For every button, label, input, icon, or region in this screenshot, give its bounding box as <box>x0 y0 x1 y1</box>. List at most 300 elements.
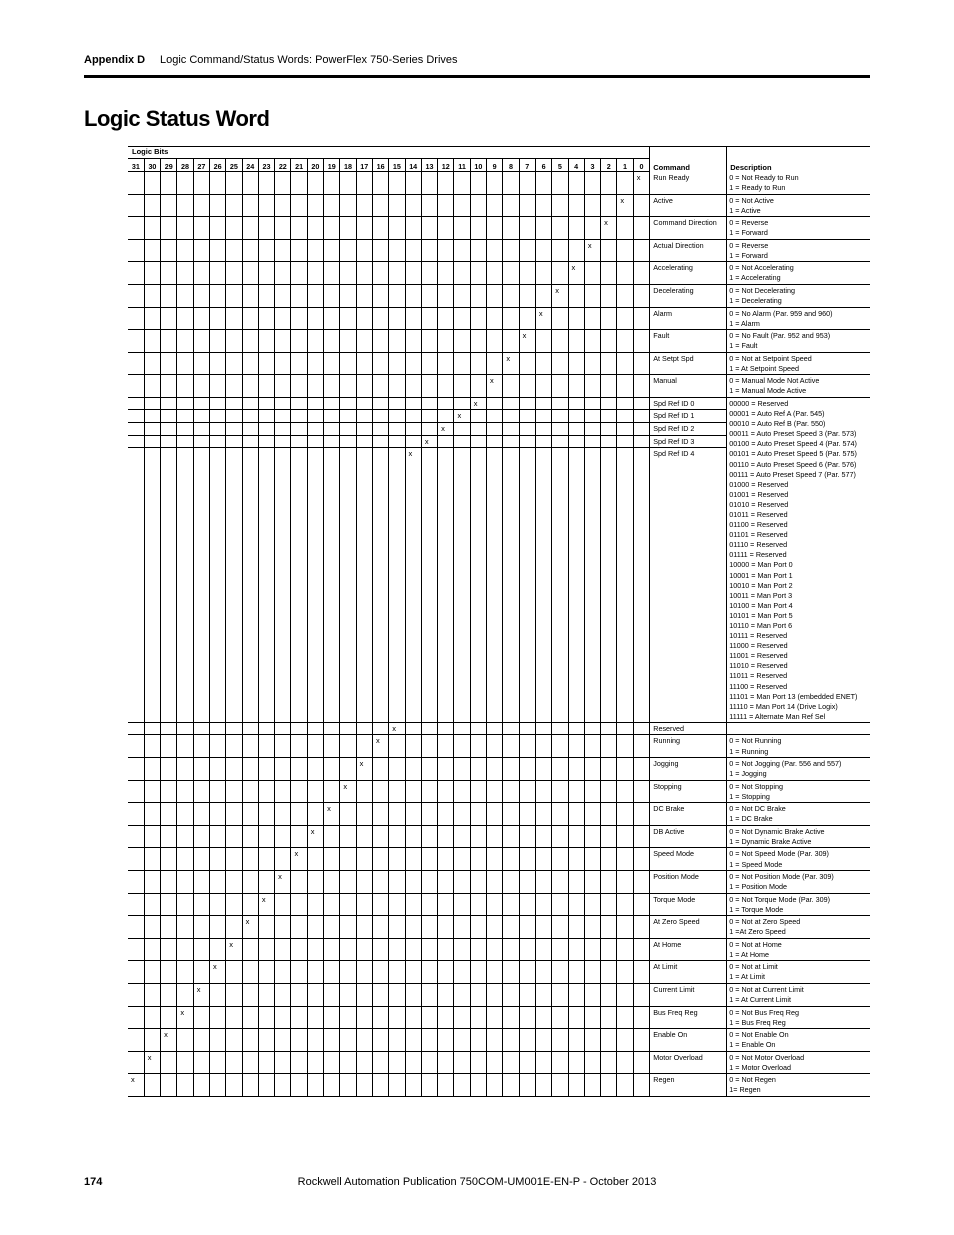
bit-cell <box>421 330 437 353</box>
bit-mark: x <box>324 803 340 826</box>
bit-cell <box>584 375 600 398</box>
command-cell: Fault <box>650 330 727 353</box>
description-cell <box>727 1051 870 1074</box>
bit-cell <box>242 1074 258 1097</box>
bit-cell <box>617 758 633 781</box>
description-line: 00101 = Auto Preset Speed 5 (Par. 575) <box>729 449 857 459</box>
bit-cell <box>535 239 551 262</box>
bit-cell <box>584 1051 600 1074</box>
bit-cell <box>258 916 274 939</box>
bit-cell <box>291 780 307 803</box>
description-line: 10110 = Man Port 6 <box>729 621 793 630</box>
bit-cell <box>568 893 584 916</box>
bit-cell <box>487 410 503 423</box>
bit-cell <box>275 397 291 410</box>
header-title: Logic Command/Status Words: PowerFlex 750-Series Drives <box>160 54 458 66</box>
bit-cell <box>568 803 584 826</box>
bit-cell <box>601 983 617 1006</box>
bit-cell <box>568 397 584 410</box>
bit-cell <box>421 262 437 285</box>
description-line: 1 = Dynamic Brake Active <box>729 836 812 846</box>
bit-cell <box>584 916 600 939</box>
bit-cell <box>291 410 307 423</box>
bit-header-15: 15 <box>389 159 405 172</box>
bit-cell <box>503 893 519 916</box>
bit-cell <box>503 423 519 436</box>
bit-cell <box>633 825 650 848</box>
bit-cell <box>389 330 405 353</box>
bit-cell <box>177 803 193 826</box>
bit-cell <box>161 1051 177 1074</box>
description-line: 10100 = Man Port 4 <box>729 600 793 610</box>
bit-cell <box>470 1051 486 1074</box>
description-line: 01010 = Reserved <box>729 499 789 509</box>
bit-cell <box>209 722 225 735</box>
bit-header-22: 22 <box>275 159 291 172</box>
description-line: 0 = Not Ready to Run <box>729 172 799 182</box>
bit-cell <box>144 1029 160 1052</box>
bit-cell <box>161 871 177 894</box>
bit-cell <box>568 916 584 939</box>
bit-cell <box>454 307 470 330</box>
bit-cell <box>438 722 454 735</box>
bit-cell <box>633 284 650 307</box>
bit-cell <box>454 916 470 939</box>
bit-cell <box>405 825 421 848</box>
description-line: 1 = Motor Overload <box>729 1062 791 1072</box>
bit-cell <box>568 172 584 195</box>
bit-cell <box>552 262 568 285</box>
bit-cell <box>601 375 617 398</box>
table-row <box>128 758 870 781</box>
description-line: 01000 = Reserved <box>729 479 789 489</box>
bit-cell <box>535 194 551 217</box>
bit-cell <box>568 330 584 353</box>
bit-cell <box>568 758 584 781</box>
bit-cell <box>275 983 291 1006</box>
table-row <box>128 1029 870 1052</box>
bit-cell <box>340 410 356 423</box>
bit-cell <box>519 780 535 803</box>
bit-cell <box>144 1074 160 1097</box>
bit-cell <box>307 893 323 916</box>
bit-cell <box>144 435 160 448</box>
bit-cell <box>470 330 486 353</box>
bit-cell <box>258 1074 274 1097</box>
bit-cell <box>519 871 535 894</box>
bit-header-21: 21 <box>291 159 307 172</box>
bit-cell <box>307 780 323 803</box>
bit-cell <box>405 938 421 961</box>
bit-cell <box>421 871 437 894</box>
table-row <box>128 893 870 916</box>
bit-cell <box>356 916 372 939</box>
bit-cell <box>324 983 340 1006</box>
bit-cell <box>258 735 274 758</box>
bit-cell <box>584 735 600 758</box>
bit-cell <box>568 448 584 723</box>
table-row <box>128 848 870 871</box>
bit-cell <box>389 961 405 984</box>
bit-cell <box>226 1006 242 1029</box>
bit-cell <box>356 825 372 848</box>
bit-cell <box>193 848 209 871</box>
bit-cell <box>503 825 519 848</box>
bit-cell <box>633 1074 650 1097</box>
bit-cell <box>258 758 274 781</box>
bit-cell <box>503 448 519 723</box>
bit-cell <box>487 722 503 735</box>
bit-cell <box>242 1029 258 1052</box>
bit-cell <box>356 375 372 398</box>
bit-cell <box>535 916 551 939</box>
bit-cell <box>470 284 486 307</box>
bit-cell <box>519 803 535 826</box>
bit-mark: x <box>470 397 486 410</box>
bit-cell <box>617 307 633 330</box>
description-line: 00000 = Reserved <box>729 398 789 408</box>
command-cell: Reserved <box>650 722 727 735</box>
bit-header-14: 14 <box>405 159 421 172</box>
bit-cell <box>226 916 242 939</box>
bit-cell <box>519 1006 535 1029</box>
bit-cell <box>617 397 633 410</box>
page-number: 174 <box>84 1176 103 1188</box>
bit-cell <box>161 893 177 916</box>
bit-cell <box>291 803 307 826</box>
bit-mark: x <box>535 307 551 330</box>
description-line: 1 = Bus Freq Reg <box>729 1017 786 1027</box>
bit-cell <box>617 938 633 961</box>
bit-cell <box>601 423 617 436</box>
description-line: 10000 = Man Port 0 <box>729 560 793 570</box>
bit-cell <box>372 217 388 240</box>
description-line: 0 = Not Bus Freq Reg <box>729 1007 799 1017</box>
bit-cell <box>177 916 193 939</box>
bit-cell <box>438 397 454 410</box>
bit-cell <box>503 1074 519 1097</box>
command-cell: Accelerating <box>650 262 727 285</box>
bit-cell <box>584 448 600 723</box>
bit-cell <box>177 194 193 217</box>
bit-cell <box>454 938 470 961</box>
bit-cell <box>242 825 258 848</box>
description-line: 1 = Forward <box>729 228 768 238</box>
bit-cell <box>258 239 274 262</box>
bit-cell <box>519 722 535 735</box>
bit-mark: x <box>128 1074 144 1097</box>
command-cell: DB Active <box>650 825 727 848</box>
bit-cell <box>275 938 291 961</box>
bit-cell <box>161 1006 177 1029</box>
bit-cell <box>226 375 242 398</box>
description-cell <box>727 871 870 894</box>
bit-cell <box>144 217 160 240</box>
bit-cell <box>226 423 242 436</box>
bit-cell <box>144 284 160 307</box>
bit-cell <box>226 803 242 826</box>
bit-cell <box>291 1006 307 1029</box>
bit-header-5: 5 <box>552 159 568 172</box>
bit-cell <box>324 217 340 240</box>
bit-cell <box>242 758 258 781</box>
bit-cell <box>193 961 209 984</box>
bit-cell <box>519 983 535 1006</box>
bit-cell <box>291 983 307 1006</box>
bit-cell <box>372 722 388 735</box>
bit-cell <box>438 938 454 961</box>
bit-cell <box>291 938 307 961</box>
bit-cell <box>372 172 388 195</box>
bit-cell <box>470 825 486 848</box>
bit-cell <box>161 423 177 436</box>
description-line: 01001 = Reserved <box>729 489 789 499</box>
bit-header-2: 2 <box>601 159 617 172</box>
table-row <box>128 1074 870 1097</box>
description-cell <box>727 961 870 984</box>
description-line: 11001 = Reserved <box>729 651 788 661</box>
bit-cell <box>470 961 486 984</box>
bit-cell <box>519 375 535 398</box>
bit-cell <box>454 172 470 195</box>
bit-cell <box>372 1029 388 1052</box>
description-line: 1 = Running <box>729 746 769 756</box>
bit-cell <box>144 172 160 195</box>
bit-cell <box>519 307 535 330</box>
bit-cell <box>438 803 454 826</box>
bit-header-3: 3 <box>584 159 600 172</box>
bit-cell <box>307 1006 323 1029</box>
description-line: 1 = Stopping <box>729 791 770 801</box>
bit-header-0: 0 <box>633 159 650 172</box>
bit-cell <box>340 1051 356 1074</box>
description-line: 0 = Not Motor Overload <box>729 1052 805 1062</box>
bit-cell <box>226 352 242 375</box>
bit-cell <box>552 961 568 984</box>
bit-mark: x <box>552 284 568 307</box>
table-row <box>128 938 870 961</box>
bit-cell <box>470 435 486 448</box>
bit-cell <box>421 172 437 195</box>
bit-cell <box>372 916 388 939</box>
bit-cell <box>584 307 600 330</box>
bit-cell <box>438 1029 454 1052</box>
bit-cell <box>633 410 650 423</box>
bit-cell <box>340 825 356 848</box>
bit-cell <box>552 194 568 217</box>
command-cell: Spd Ref ID 0 <box>650 397 727 410</box>
command-cell: Running <box>650 735 727 758</box>
bit-cell <box>405 262 421 285</box>
bit-cell <box>487 352 503 375</box>
bit-cell <box>258 848 274 871</box>
bit-cell <box>226 1074 242 1097</box>
bit-cell <box>584 1074 600 1097</box>
bit-cell <box>601 825 617 848</box>
bit-cell <box>601 871 617 894</box>
bit-cell <box>258 262 274 285</box>
bit-cell <box>438 435 454 448</box>
bit-cell <box>161 780 177 803</box>
bit-cell <box>568 871 584 894</box>
bit-cell <box>584 780 600 803</box>
bit-cell <box>487 983 503 1006</box>
bit-cell <box>568 284 584 307</box>
bit-cell <box>438 217 454 240</box>
bit-cell <box>421 780 437 803</box>
bit-cell <box>568 961 584 984</box>
bit-cell <box>291 893 307 916</box>
bit-cell <box>405 1074 421 1097</box>
bit-cell <box>389 410 405 423</box>
bit-cell <box>275 194 291 217</box>
bit-cell <box>438 780 454 803</box>
table-row <box>128 330 870 353</box>
command-cell: Position Mode <box>650 871 727 894</box>
bit-cell <box>372 848 388 871</box>
bit-cell <box>438 284 454 307</box>
description-line: 0 = Not Dynamic Brake Active <box>729 826 825 836</box>
bit-cell <box>242 448 258 723</box>
description-line: 10101 = Man Port 5 <box>729 610 793 620</box>
bit-cell <box>193 262 209 285</box>
bit-cell <box>258 825 274 848</box>
bit-mark: x <box>356 758 372 781</box>
bit-cell <box>454 1074 470 1097</box>
bit-cell <box>258 435 274 448</box>
bit-cell <box>519 848 535 871</box>
bit-cell <box>584 803 600 826</box>
bit-cell <box>324 352 340 375</box>
bit-cell <box>356 352 372 375</box>
bit-cell <box>242 172 258 195</box>
table-row <box>128 961 870 984</box>
bit-cell <box>242 330 258 353</box>
bit-cell <box>421 375 437 398</box>
bit-cell <box>307 758 323 781</box>
bit-cell <box>372 375 388 398</box>
bit-cell <box>568 780 584 803</box>
bit-cell <box>617 172 633 195</box>
command-cell: Run Ready <box>650 172 727 195</box>
bit-header-8: 8 <box>503 159 519 172</box>
bit-cell <box>487 938 503 961</box>
bit-cell <box>601 330 617 353</box>
bit-cell <box>503 410 519 423</box>
bit-cell <box>503 758 519 781</box>
description-line: 11010 = Reserved <box>729 661 788 671</box>
table-row <box>128 780 870 803</box>
bit-cell <box>454 1006 470 1029</box>
bit-cell <box>291 961 307 984</box>
bit-cell <box>144 307 160 330</box>
bit-cell <box>405 307 421 330</box>
bit-cell <box>193 410 209 423</box>
bit-cell <box>535 1006 551 1029</box>
bit-cell <box>552 352 568 375</box>
bit-cell <box>470 1006 486 1029</box>
description-line: 0 = Not at Home <box>729 939 782 949</box>
bit-cell <box>307 194 323 217</box>
bit-cell <box>258 780 274 803</box>
command-cell: Spd Ref ID 2 <box>650 423 727 436</box>
bit-mark: x <box>503 352 519 375</box>
description-line: 01100 = Reserved <box>729 520 788 530</box>
bit-cell <box>340 307 356 330</box>
bit-cell <box>454 423 470 436</box>
bit-cell <box>438 871 454 894</box>
bit-cell <box>242 352 258 375</box>
bit-cell <box>470 410 486 423</box>
bit-cell <box>633 735 650 758</box>
bit-cell <box>177 758 193 781</box>
bit-cell <box>340 284 356 307</box>
bit-cell <box>617 410 633 423</box>
bit-cell <box>291 758 307 781</box>
bit-cell <box>275 352 291 375</box>
bit-cell <box>193 893 209 916</box>
bit-cell <box>552 1029 568 1052</box>
bit-header-17: 17 <box>356 159 372 172</box>
bit-cell <box>356 983 372 1006</box>
bit-cell <box>372 961 388 984</box>
bit-cell <box>324 194 340 217</box>
bit-cell <box>128 1029 144 1052</box>
bit-cell <box>144 893 160 916</box>
page-title: Logic Status Word <box>84 106 270 131</box>
bit-cell <box>372 758 388 781</box>
bit-cell <box>372 284 388 307</box>
bit-cell <box>242 848 258 871</box>
bit-cell <box>144 961 160 984</box>
bit-cell <box>307 423 323 436</box>
bit-cell <box>503 803 519 826</box>
description-line: 0 = Not Regen <box>729 1075 776 1085</box>
description-line: 0 = Reverse <box>729 218 769 228</box>
bit-cell <box>454 352 470 375</box>
bit-cell <box>568 722 584 735</box>
bit-cell <box>193 172 209 195</box>
bit-cell <box>584 722 600 735</box>
bit-cell <box>568 825 584 848</box>
bit-cell <box>552 307 568 330</box>
bit-cell <box>519 217 535 240</box>
bit-cell <box>209 916 225 939</box>
bit-cell <box>503 1051 519 1074</box>
bit-cell <box>487 330 503 353</box>
bit-cell <box>503 262 519 285</box>
command-cell: Spd Ref ID 1 <box>650 410 727 423</box>
bit-cell <box>177 284 193 307</box>
bit-cell <box>421 410 437 423</box>
bit-cell <box>291 448 307 723</box>
bit-cell <box>470 722 486 735</box>
command-cell: Spd Ref ID 3 <box>650 435 727 448</box>
bit-cell <box>291 284 307 307</box>
bit-header-29: 29 <box>161 159 177 172</box>
bit-cell <box>503 194 519 217</box>
bit-cell <box>601 172 617 195</box>
description-line: 10010 = Man Port 2 <box>729 580 793 590</box>
bit-cell <box>405 893 421 916</box>
description-line: 1 = Jogging <box>729 769 767 779</box>
bit-cell <box>503 916 519 939</box>
bit-cell <box>617 423 633 436</box>
bit-cell <box>226 410 242 423</box>
bit-cell <box>389 1006 405 1029</box>
description-line: 1 = At Home <box>729 949 770 959</box>
bit-cell <box>584 758 600 781</box>
